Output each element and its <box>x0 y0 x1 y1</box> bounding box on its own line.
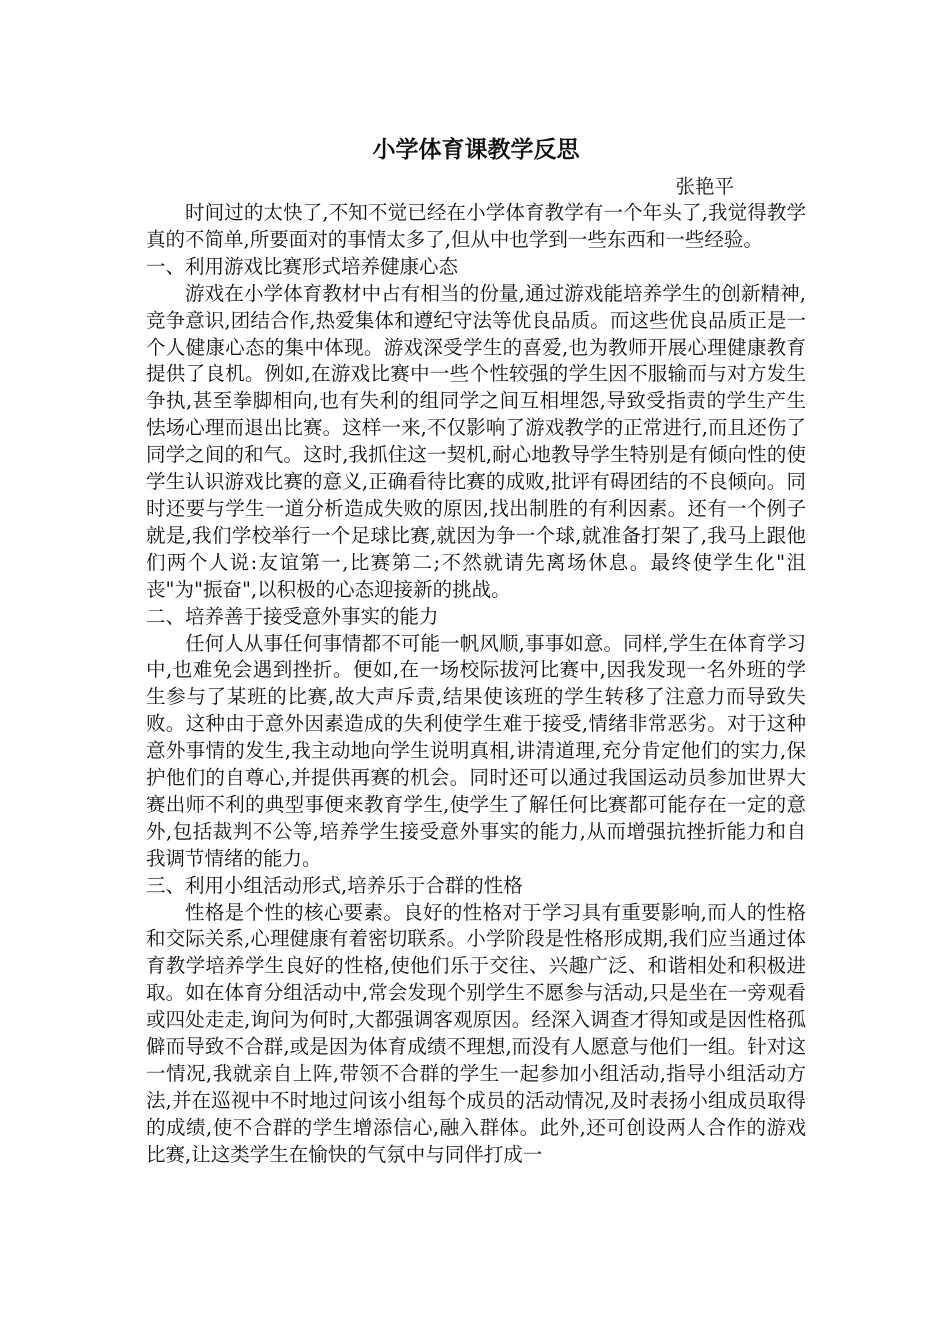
section-heading-1: 一、利用游戏比赛形式培养健康心态 <box>146 254 459 278</box>
section-body-1: 游戏在小学体育教材中占有相当的份量,通过游戏能培养学生的创新精神,竞争意识,团结合作,热爱集体和遵纪守法等优良品质。而这些优良品质正是一个人健康心态的集中体现。游戏深受学生的喜爱,也为教师开展心理健康教育提供了良机。例如,在游戏比赛中一些个性较强的学生因不服输而与对方发生争执,甚至拳脚相向,也有失利的组同学之间互相埋怨,导致受指责的学生产生怯场心理而退出比赛。这样一来,不仅影响了游戏教学的正常进行,而且还伤了同学之间的和气。这时,我抓住这一契机,耐心地教导学生特别是有倾向性的使学生认识游戏比赛的意义,正确看待比赛的成败,批评有碍团结的不良倾向。同时还要与学生一道分析造成失败的原因,找出制胜的有利因素。还有一个例子就是,我们学校举行一个足球比赛,就因为争一个球,就准备打架了,我马上跟他们两个人说:友谊第一,比赛第二;不然就请先离场休息。最终使学生化"沮丧"为"振奋",以积极的心态迎接新的挑战。 <box>146 281 806 601</box>
document-author: 张艳平 <box>675 175 734 198</box>
section-heading-2: 二、培养善于接受意外事实的能力 <box>146 604 439 628</box>
section-body-2: 任何人从事任何事情都不可能一帆风顺,事事如意。同样,学生在体育学习中,也难免会遇到挫折。便如,在一场校际拔河比赛中,因我发现一名外班的学生参与了某班的比赛,故大声斥责,结果使该班的学生转移了注意力而导致失败。这种由于意外因素造成的失利使学生难于接受,情绪非常恶劣。对于这种意外事情的发生,我主动地向学生说明真相,讲清道理,充分肯定他们的实力,保护他们的自尊心,并提供再赛的机会。同时还可以通过我国运动员参加世界大赛出师不利的典型事便来教育学生,使学生了解任何比赛都可能存在一定的意外,包括裁判不公等,培养学生接受意外事实的能力,从而增强抗挫折能力和自我调节情绪的能力。 <box>146 631 806 870</box>
section-heading-3: 三、利用小组活动形式,培养乐于合群的性格 <box>146 873 523 897</box>
document-page <box>146 130 806 1169</box>
document-title: 小学体育课教学反思 <box>372 137 580 163</box>
intro-paragraph: 时间过的太快了,不知不觉已经在小学体育教学有一个年头了,我觉得教学真的不简单,所要面对的事情太多了,但从中也学到一些东西和一些经验。 <box>146 201 806 251</box>
section-body-3: 性格是个性的核心要素。良好的性格对于学习具有重要影响,而人的性格和交际关系,心理健康有着密切联系。小学阶段是性格形成期,我们应当通过体育教学培养学生良好的性格,使他们乐于交往、兴趣广泛、和谐相处和积极进取。如在体育分组活动中,常会发现个别学生不愿参与活动,只是坐在一旁观看或四处走走,询问为何时,大都强调客观原因。经深入调查才得知或是因性格孤僻而导致不合群,或是因为体育成绩不理想,而没有人愿意与他们一组。针对这一情况,我就亲自上阵,带领不合群的学生一起参加小组活动,指导小组活动方法,并在巡视中不时地过问该小组每个成员的活动情况,及时表扬小组成员取得的成绩,使不合群的学生增添信心,融入群体。此外,还可创设两人合作的游戏比赛,让这类学生在愉快的气氛中与同伴打成一 <box>146 900 806 1166</box>
